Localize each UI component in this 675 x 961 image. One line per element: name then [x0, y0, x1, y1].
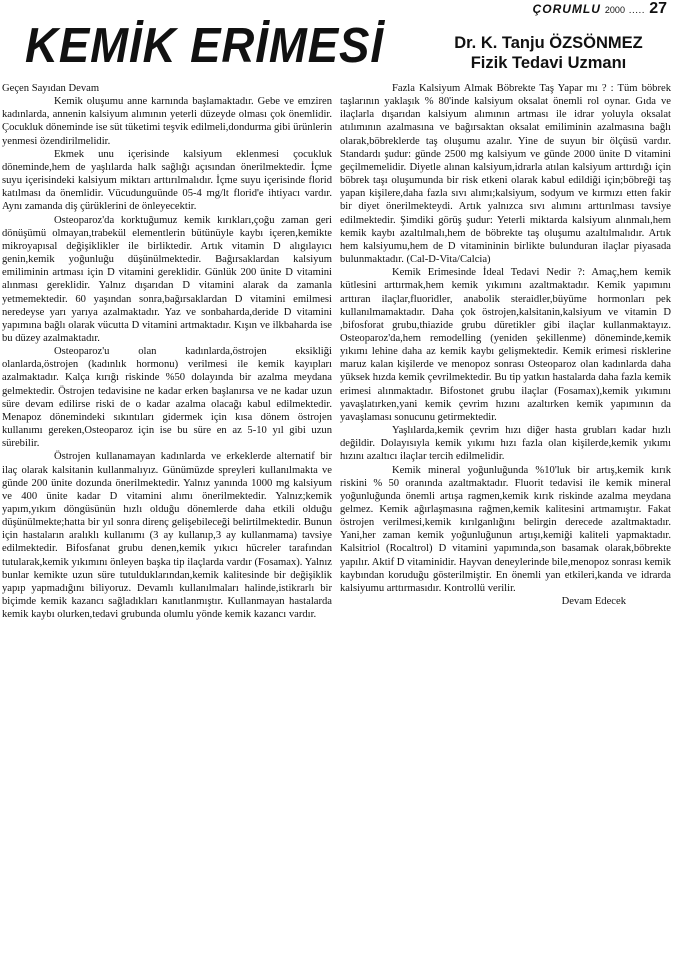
author-name: Dr. K. Tanju ÖZSÖNMEZ: [454, 34, 643, 52]
paragraph: Kemik Erimesinde İdeal Tedavi Nedir ?: Amaç,hem kemik kütlesini arttırmak,hem kemik yıkımını azaltmaktadır. Kemik yapımını arttıran ilaçlar,fluoridler, anabolik steraidler,büyüme hormonları pek kullanılmamaktadır. Daha çok östrojen,kalsitanin,kalsiyum ve vitamin D ,bifosforat grubu,thiazide grubu düretikler gibi ilaçlar kullanmaktayız. Osteoparoz'da,hem remodelling (yeniden şekillenme) döneminde,kemik yıkımı lehine daha az kemik kaybı gelişmektedir. Kemik erimesi risklerine maruz kalan kişilerde ve menopoz sonrası Osteoparoz olan kadınlarda daha yüksek hızda kemik çevrilmektedir. Bu tip yatkın hastalarda daha fazla kemik erimesi alınmaktadır. Bifostonet grubu ilaçlar (Fosamax),kemik yıkımını yavaşlatırken,yani kemik çevrim hızını azaltırken kemik yapımının da yavaşlaması sonucunu getirmektedir.: [340, 267, 671, 423]
article-title: KEMİK ERİMESİ: [25, 19, 384, 73]
paragraph: Kemik oluşumu anne karnında başlamaktadır. Gebe ve emziren kadınlarda, annenin kalsiyum alımının yeterli düzeyde olması çok önemlidir. Çocukluk döneminde ise süt tüketimi teşvik edilmeli,dondurma gibi ürünlerin yenmesi özendirilmelidir.: [2, 96, 332, 147]
author-role: Fizik Tedavi Uzmanı: [470, 54, 627, 72]
masthead: [533, 0, 667, 20]
left-column: [2, 82, 332, 621]
paragraph: Osteoparoz'u olan kadınlarda,östrojen eksikliği olanlarda,östrojen (kadınlık hormonu) verilmesi ile kemik kayıpları azalmaktadır. Kalça kırığı riskinde %50 dolayında bir azalma meydana gelmektedir. Östrojen tedavisine ne kadar erken başlanırsa ve ne kadar uzun süre devam edilirse riski de o kadar azalma olacağı kabul edilmektedir. Menapoz dönemindeki sıkıntıları gidermek için kısa dönem östrojen kullanımı gereken,Osteoparoz için ise bu süre en az 5-10 yıl gibi uzun sürebilir.: [2, 346, 332, 450]
issue-year: 2000: [604, 5, 625, 15]
page-number: 27: [649, 0, 667, 17]
continuation-note: Geçen Sayıdan Devam: [2, 83, 100, 94]
paragraph: Kemik mineral yoğunluğunda %10'luk bir artış,kemik kırık riskini % 50 oranında azaltmaktadır. Fluorit tedavisi ile kemik mineral yoğunluğunda önemli artışa ragmen,kemik kırık riskinde azalma meydana gelmez. Kemik ağırlaşmasına rağmen,kemik kalitesini artmamıştır. Fakat östrojen verilmesi,kemik kırılganlığını belirgin derecede azaltmaktadır. Yani,her zaman kemik yoğunluğunun artışı,kemiği kaliteli yapmaktadır. Kalsitriol (Rocaltrol) D vitamini yapımında,son basamak olarak,böbrekte yapılır. Aktif D vitaminidir. Hayvan deneylerinde bile,menopoz sonrası kemik kaybından koruduğu gösterilmiştir. En önemli yan etkileri,kanda ve idrarda kalsiyumu arttırmasıdır. Kontrollü verilir.: [340, 464, 671, 594]
header-dots: .....: [628, 5, 646, 15]
paragraph: Yaşlılarda,kemik çevrim hızı diğer hasta grubları kadar hızlı değildir. Dolayısıyla kemik yıkımı hızı fazla olan kişilerde,kemik yıkımı hızını azaltıcı ilaçlar tercih edilmelidir.: [340, 425, 671, 463]
publication-logo: ÇORUMLU: [532, 2, 601, 16]
signoff: Devam Edecek: [561, 596, 626, 608]
right-column: [340, 82, 671, 608]
paragraph: Ekmek unu içerisinde kalsiyum eklenmesi çocukluk döneminde,hem de yaşlılarda halk sağlığı açısından önerilmektedir. İçme suyu içerisindeki kalsiyum miktarı arttırılmalıdır. İçme suyu içerisinde florid katılması da önemlidir. Vücudunguünde 05-4 mg/lt florid'e ihtiyacı vardır. Aynı zamanda diş çürüklerini de önleyecektir.: [2, 148, 332, 213]
paragraph: Östrojen kullanamayan kadınlarda ve erkeklerde alternatif bir ilaç olarak kalsitanin kullanmalıyız. Günümüzde spreyleri kullanılmakta ve günde 200 ünite dozunda önerilmektedir. Yalnız yanında 1000 mg kalsiyum ve 400 ünite kadar D vitamini alımı önerilmektedir. Yalnız;kemik yapım,yıkım döngüsünün hızlı olduğu dönemlerde daha etkili olduğu düşünülmekte;hatta bir yıl sonra direnç gelişebileceği belirtilmektedir. Bunun için hastaların aralıklı kullanımı (3 ay kullanıp,3 ay kullanmama) tavsiye edilmektedir. Bifosfanat grubu denen,kemik yıkıcı hücreler tarafından tutularak,kemik yıkımını önleyen başka tip ilaçlarda vardır (Fosamax). Yalnız bunlar kemikte uzun süre tutulduklarından,kemik kalitesinde bir değişiklik yapıp yapmadığını biliyoruz. Devamlı kullanılmaları halinde,istikrarlı bir biçimde kemik kazancı sağladıkları kanıtlanmıştır. Kullanmayan hastalarda kemik kaybı olurken,tedavi grubunda olumlu yönde kemik kazancı vardır.: [2, 451, 332, 621]
paragraph: Fazla Kalsiyum Almak Böbrekte Taş Yapar mı ? : Tüm böbrek taşlarının yaklaşık % 80'inde kalsiyum oksalat önemli rol oynar. Gıda ve ilaçlarla dışarıdan kalsiyum alımının artması ile idrar yoluyla oksalat atılımının azalmasına ve bağırsaktan oksalat emiliminin azalmasına bağlı olarak,böbreklerde taş oluşumu azalır. Yine de suyun bir ölçüsü vardır. Standardı şudur: günde 2500 mg kalsiyum ve günde 2000 ünite D vitamini geçilmemelidir. Diyetle alınan kalsiyum,idrarla atılan kalsiyum arttırdığı için böbrek taşı oluşumunda bir risk etkeni olarak kabul edildiği için;böbreği taş yapan kişilere,daha fazla sıvı alımı;kalsiyum, sodyum ve kırmızı etten fakir bir diyet önerilmekteydi. Artık yalnızca sıvı alımını arttırılması tavsiye edilmektedir. Şimdiki görüş şudur: Yeterli miktarda kalsiyum alınmalı,hem kemik kaybı azaltılmalı,hem de böbrekte taş oluşumu azaltılmalıdır. Artık hem kalsiyumu,hem de D vitamininin birlikte bulunduran ilaçlar piyasada bulunmaktadır. (Cal-D-Vita/Calcia): [340, 83, 671, 266]
paragraph: Osteoparoz'da korktuğumuz kemik kırıkları,çoğu zaman geri dönüşümü olmayan,trabekül elementlerin bütünüyle kaybı içeren,kemikte mikroyapısal değişiklikler ile birliktedir. Artık vitamin D alıgılayıcı genin,kemik yoğunluğu düşünülmektedir. Bağırsaklardan kalsiyum emiliminin artması için D vitamini gereklidir. Günlük 200 ünite D vitamini alınması gereklidir. Yalnız dışarıdan D vitamini alarak da zamanla yetmemektedir. 60 yaşından sonra,bağırsaklardan D vitamini emilmesi neredeyse yarı yarıya azalmaktadır. Yaz ve sonbaharda,deride D vitamini yapımına bağlı olarak vücutta D vitamini artmaktadır. Kışın ve ilkbaharda ise bu düzey azalmaktadır.: [2, 214, 332, 344]
author-block: [426, 33, 671, 73]
